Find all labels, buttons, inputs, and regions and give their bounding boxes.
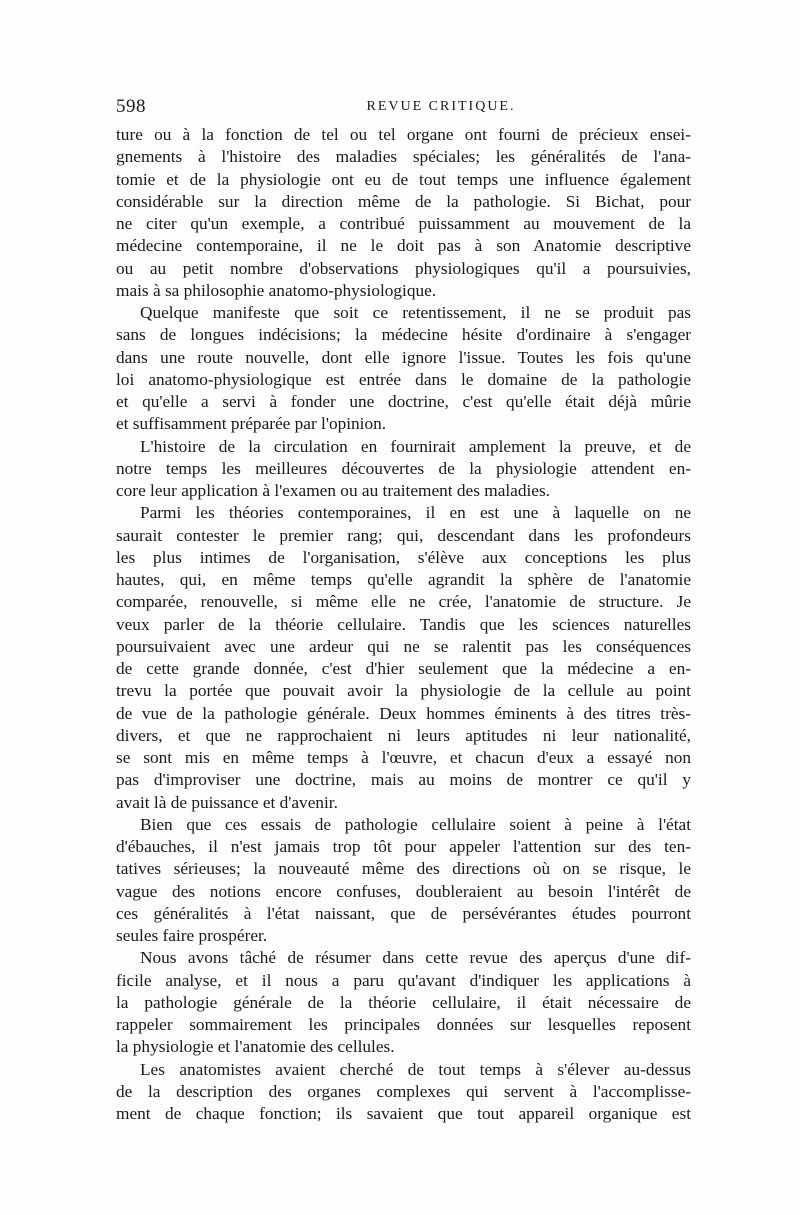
- text-line: dans une route nouvelle, dont elle ignore l'issue. Toutes les fois qu'une: [116, 347, 691, 367]
- text-line: se sont mis en même temps à l'œuvre, et chacun d'eux a essayé non: [116, 748, 691, 767]
- paragraph: [116, 814, 691, 948]
- text-line: loi anatomo-physiologique est entrée dans le domaine de la pathologie: [116, 369, 691, 389]
- text-line: tatives sérieuses; la nouveauté même des directions où on se risque, le: [116, 859, 691, 879]
- text-line: médecine contemporaine, il ne le doit pas à son Anatomie descriptive: [116, 236, 691, 256]
- text-line: ou au petit nombre d'observations physiologiques qu'il a poursuivies,: [116, 258, 691, 278]
- text-line: et qu'elle a servi à fonder une doctrine, c'est qu'elle était déjà mûrie: [116, 392, 691, 411]
- text-line: core leur application à l'examen ou au traitement des maladies.: [116, 481, 551, 500]
- text-line: vague des notions encore confuses, doubleraient au besoin l'intérêt de: [116, 881, 691, 901]
- page-number: 598: [116, 96, 146, 117]
- text-line: veux parler de la théorie cellulaire. Tandis que les sciences naturelles: [116, 614, 691, 634]
- text-line: Parmi les théories contemporaines, il en est une à laquelle on ne: [140, 503, 691, 523]
- text-line: seules faire prospérer.: [116, 926, 268, 945]
- text-line: la pathologie générale de la théorie cellulaire, il était nécessaire de: [116, 992, 691, 1012]
- text-line: de vue de la pathologie générale. Deux hommes éminents à des titres très-: [116, 703, 691, 723]
- text-line: Nous avons tâché de résumer dans cette revue des aperçus d'une dif-: [140, 948, 691, 968]
- text-line: rappeler sommairement les principales données sur lesquelles reposent: [116, 1015, 691, 1034]
- text-line: gnements à l'histoire des maladies spéciales; les généralités de l'ana-: [116, 147, 691, 167]
- text-line: poursuivaient avec une ardeur qui ne se ralentit pas les conséquences: [116, 636, 691, 656]
- text-line: ne citer qu'un exemple, a contribué puissamment au mouvement de la: [116, 214, 691, 233]
- text-line: L'histoire de la circulation en fournirait amplement la preuve, et de: [140, 436, 691, 456]
- text-line: sans de longues indécisions; la médecine hésite d'ordinaire à s'engager: [116, 325, 691, 345]
- text-line: de cette grande donnée, c'est d'hier seulement que la médecine a en-: [116, 659, 691, 678]
- text-line: tomie et de la physiologie ont eu de tout temps une influence également: [116, 169, 691, 189]
- text-line: ture ou à la fonction de tel ou tel organe ont fourni de précieux ensei-: [116, 125, 691, 144]
- text-line: considérable sur la direction même de la pathologie. Si Bichat, pour: [116, 191, 691, 211]
- text-line: saurait contester le premier rang; qui, descendant dans les profondeurs: [116, 525, 691, 545]
- paragraph: [116, 436, 691, 503]
- text-line: de la description des organes complexes qui servent à l'accomplisse-: [116, 1081, 691, 1101]
- text-line: la physiologie et l'anatomie des cellules.: [116, 1037, 395, 1057]
- body-text: [116, 124, 691, 1125]
- text-line: divers, et que ne rapprochaient ni leurs aptitudes ni leur nationalité,: [116, 725, 691, 745]
- running-head: REVUE CRITIQUE.: [366, 99, 516, 114]
- text-line: notre temps les meilleures découvertes de la physiologie attendent en-: [116, 458, 691, 478]
- text-line: Les anatomistes avaient cherché de tout temps à s'élever au-dessus: [140, 1059, 691, 1079]
- paragraph: [116, 947, 691, 1058]
- paragraph: [116, 302, 691, 436]
- text-line: avait là de puissance et d'avenir.: [116, 792, 338, 812]
- text-line: et suffisamment préparée par l'opinion.: [116, 414, 387, 434]
- text-line: comparée, renouvelle, si même elle ne crée, l'anatomie de structure. Je: [116, 592, 691, 612]
- text-line: trevu la portée que pouvait avoir la physiologie de la cellule au point: [116, 681, 691, 701]
- text-line: d'ébauches, il n'est jamais trop tôt pour appeler l'attention sur des ten-: [116, 837, 691, 856]
- text-line: les plus intimes de l'organisation, s'élève aux conceptions les plus: [116, 547, 691, 567]
- text-line: ment de chaque fonction; ils savaient que tout appareil organique est: [116, 1104, 691, 1123]
- text-line: ficile analyse, et il nous a paru qu'avant d'indiquer les applications à: [116, 970, 691, 990]
- text-line: Bien que ces essais de pathologie cellulaire soient à peine à l'état: [140, 814, 691, 834]
- paragraph: [116, 502, 691, 814]
- text-line: Quelque manifeste que soit ce retentissement, il ne se produit pas: [140, 303, 691, 322]
- page-header: [116, 96, 686, 122]
- text-line: hautes, qui, en même temps qu'elle agrandit la sphère de l'anatomie: [116, 570, 691, 589]
- text-line: mais à sa philosophie anatomo-physiologique.: [116, 280, 437, 300]
- text-line: ces généralités à l'état naissant, que de persévérantes études pourront: [116, 903, 691, 923]
- text-line: pas d'improviser une doctrine, mais au moins de montrer ce qu'il y: [116, 770, 691, 790]
- paragraph: [116, 1059, 691, 1126]
- paragraph: [116, 124, 691, 302]
